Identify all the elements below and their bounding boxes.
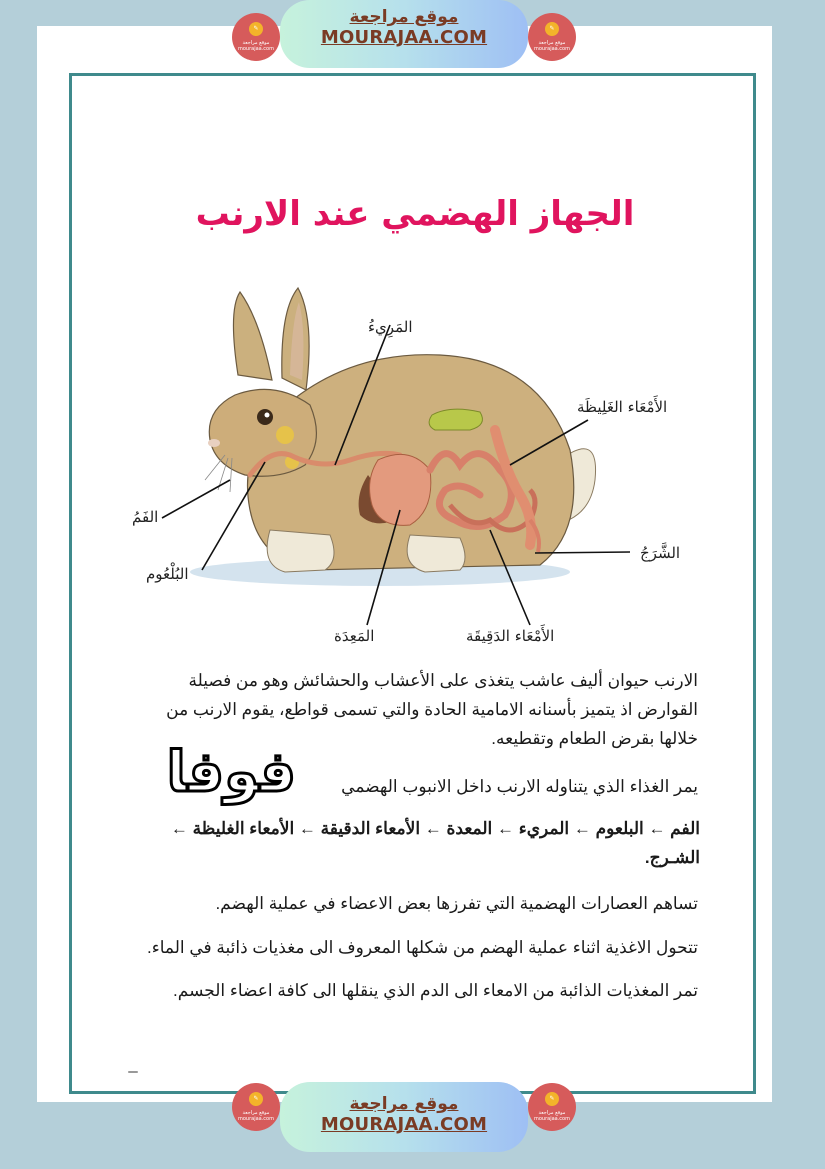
book-icon: ✎	[545, 22, 559, 36]
rabbit-digestive-diagram	[110, 280, 710, 650]
label-small-intestine: الأَمْعَاء الدَقِيقَة	[466, 627, 555, 645]
watermark-logo: فوفا	[166, 740, 296, 805]
badge-text: موقع مراجعة mourajaa.com	[237, 1110, 274, 1122]
site-name-arabic[interactable]: موقع مراجعة	[349, 1094, 459, 1114]
site-logo-badge-left-bottom[interactable]	[232, 1083, 280, 1131]
badge-text: موقع مراجعة mourajaa.com	[533, 1110, 570, 1122]
site-logo-badge-right-bottom[interactable]	[528, 1083, 576, 1131]
label-pharynx: البُلْعُوم	[146, 565, 189, 583]
label-large-intestine: الأَمْعَاء الغَلِيظَة	[577, 398, 668, 416]
badge-text: موقع مراجعة mourajaa.com	[237, 40, 274, 52]
site-logo-badge-left[interactable]	[232, 13, 280, 61]
label-stomach: المَعِدَة	[334, 627, 375, 645]
paragraph-intro: الارنب حيوان أليف عاشب يتغذى على الأعشاب والحشائش وهو من فصيلة القوارض اذ يتميز بأسنانه الامامية الحادة والتي تسمى قواطع، يقوم الارنب من خلالها بقرض الطعام وتقطيعه.	[166, 671, 698, 748]
page-title: الجهاز الهضمي عند الارنب	[195, 194, 635, 234]
site-banner-top[interactable]	[280, 0, 528, 68]
paragraph-digestive-sequence: الفم ← البلعوم ← المريء ← المعدة ← الأمعاء الدقيقة ← الأمعاء الغليظة ← الشـرج.	[170, 819, 700, 867]
badge-text: موقع مراجعة mourajaa.com	[533, 40, 570, 52]
site-logo-badge-right[interactable]	[528, 13, 576, 61]
label-anus: الشَّرَجُ	[640, 544, 681, 562]
site-banner-bottom[interactable]	[280, 1082, 528, 1152]
paragraph-nutrient-conversion: تتحول الاغذية اثناء عملية الهضم من شكلها المعروف الى مغذيات ذائبة في الماء.	[147, 938, 698, 957]
book-icon: ✎	[545, 1092, 559, 1106]
book-icon: ✎	[249, 1092, 263, 1106]
stray-mark	[128, 1071, 138, 1073]
book-icon: ✎	[249, 22, 263, 36]
label-esophagus: المَرِيءُ	[368, 318, 413, 336]
site-name-latin[interactable]: MOURAJAA.COM	[320, 27, 488, 48]
site-name-arabic[interactable]: موقع مراجعة	[349, 7, 459, 27]
site-name-latin[interactable]: MOURAJAA.COM	[320, 1114, 488, 1135]
paragraph-digestive-juices: تساهم العصارات الهضمية التي تفرزها بعض الاعضاء في عملية الهضم.	[215, 894, 698, 913]
paragraph-nutrient-absorption: تمر المغذيات الذائبة من الامعاء الى الدم الذي ينقلها الى كافة اعضاء الجسم.	[173, 981, 698, 1000]
paragraph-food-path: يمر الغذاء الذي يتناوله الارنب داخل الانبوب الهضمي	[341, 777, 698, 796]
label-mouth: الفَمُ	[132, 508, 159, 526]
